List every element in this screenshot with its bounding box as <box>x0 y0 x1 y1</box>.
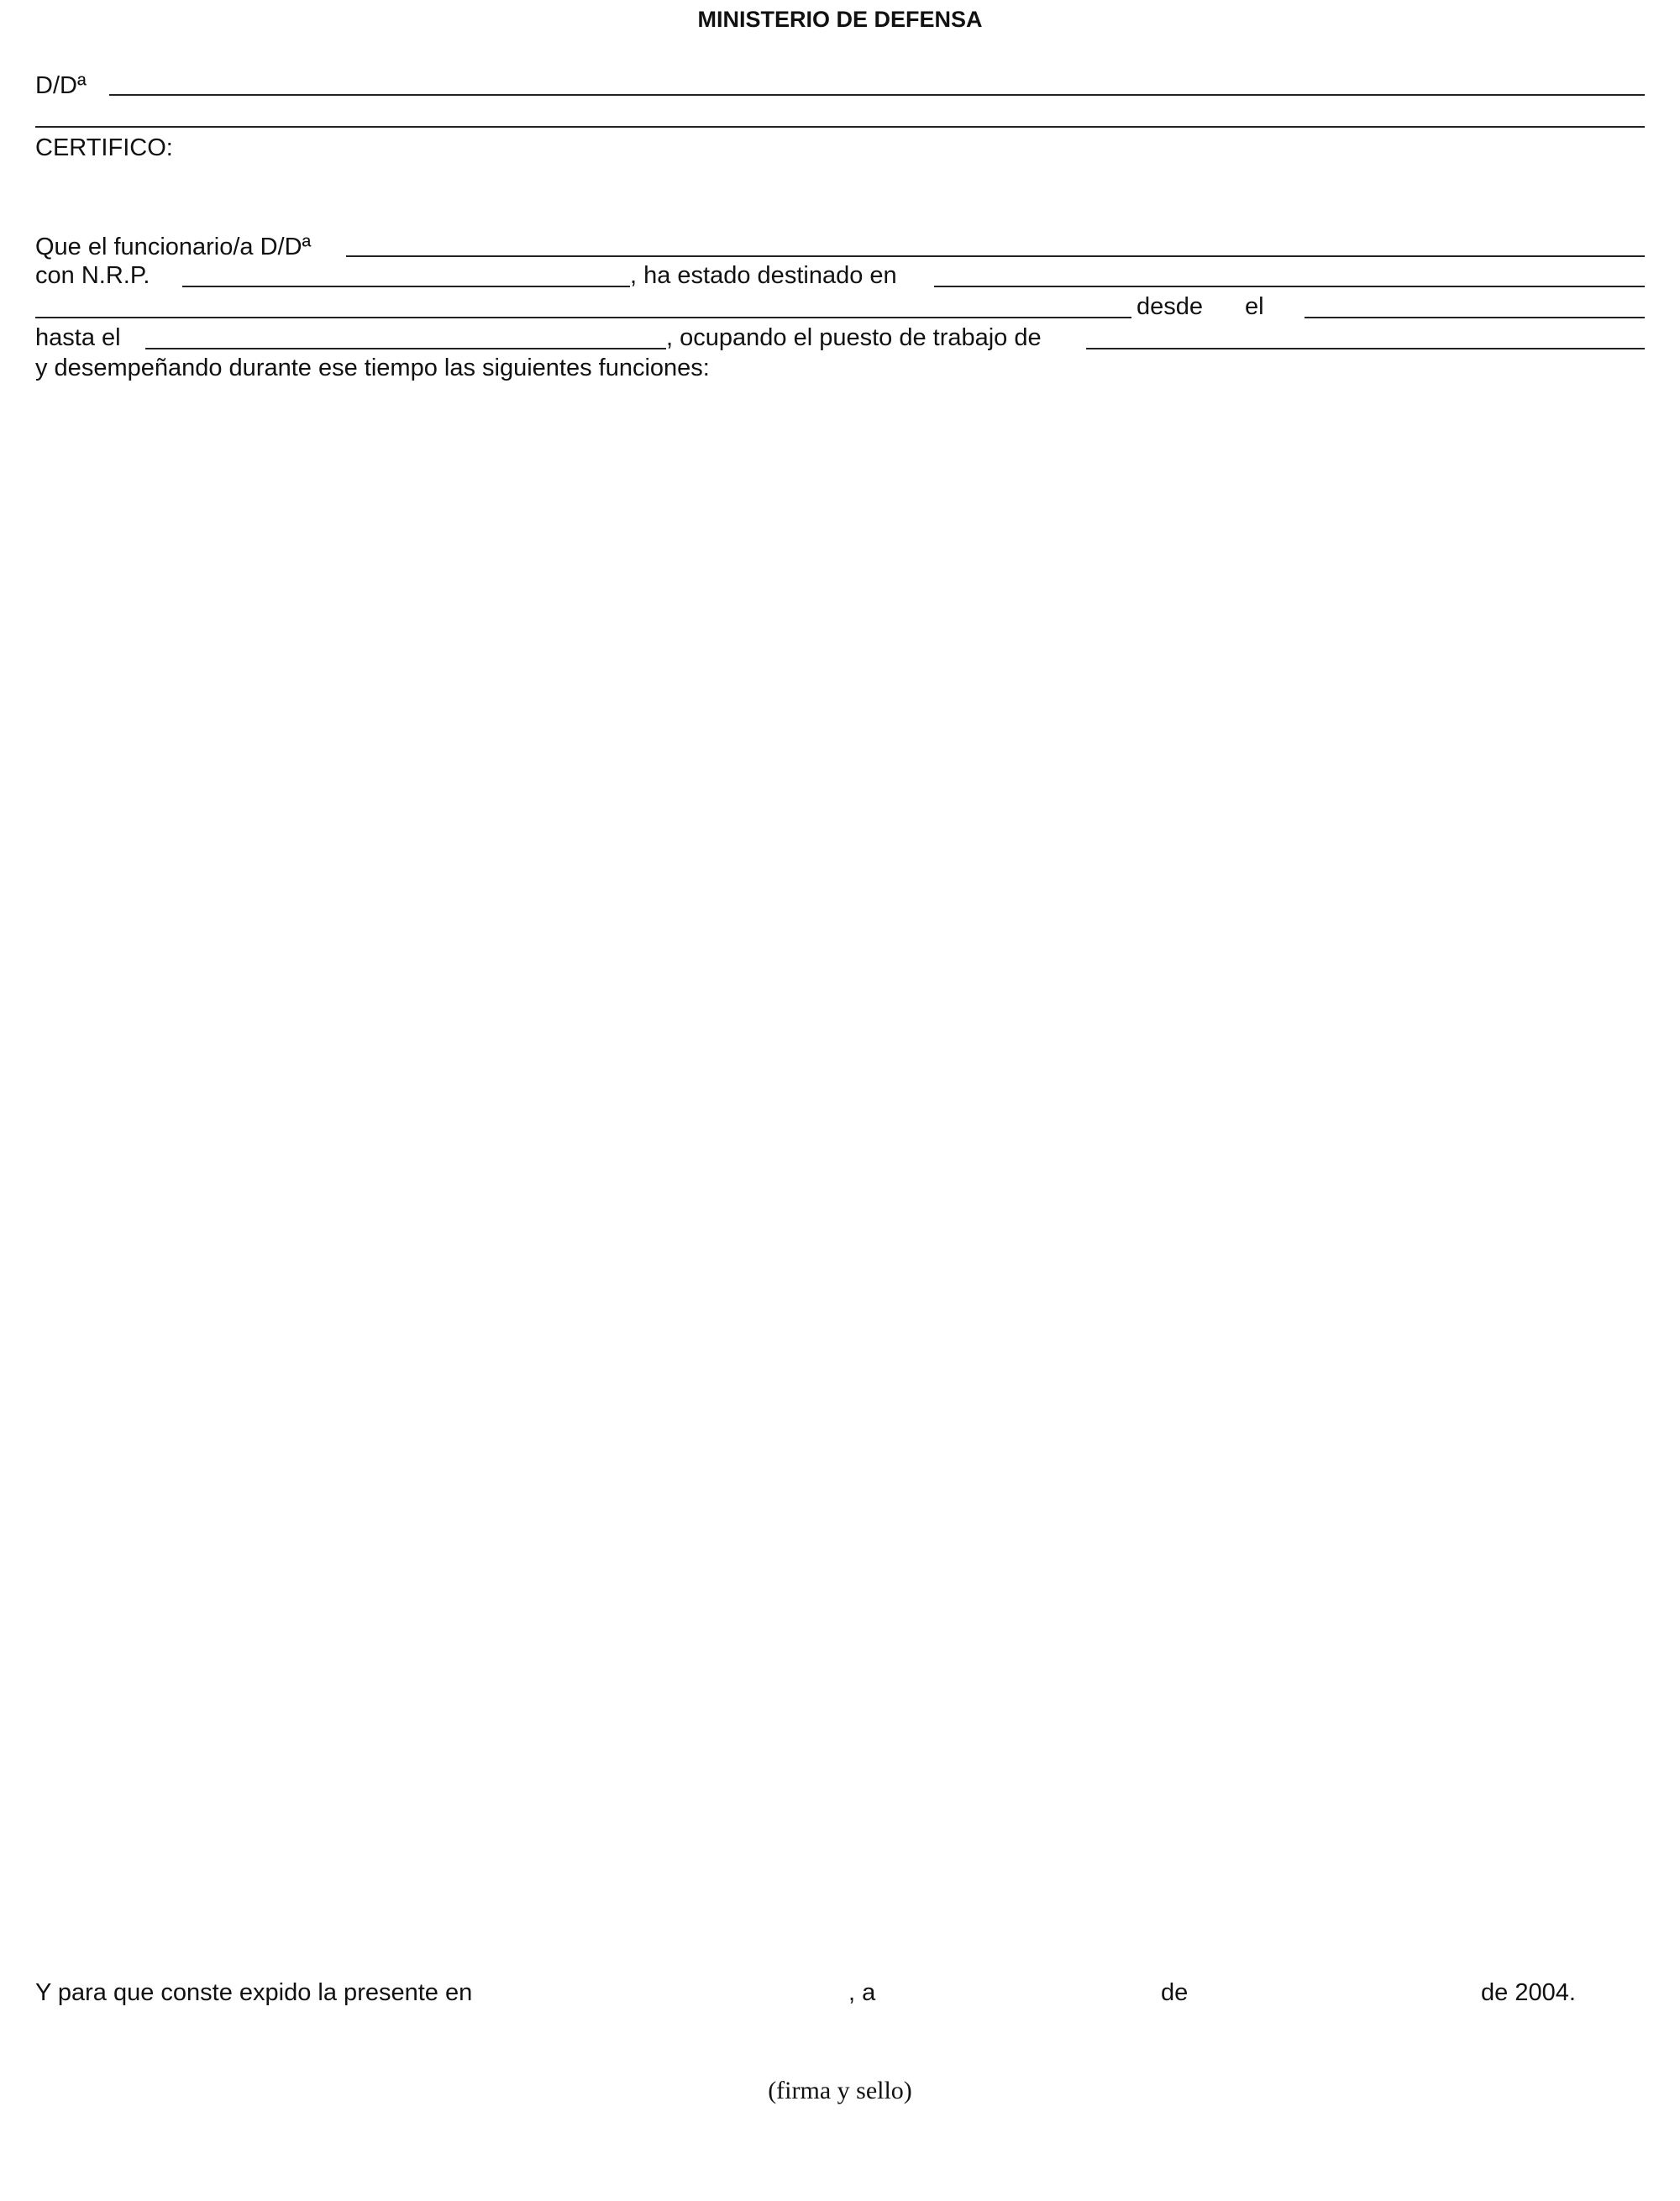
a-label: , a <box>848 1979 876 2006</box>
nrp-label: con N.R.P. <box>35 262 150 289</box>
desde-date-line[interactable] <box>1305 317 1645 318</box>
destino-line[interactable] <box>934 286 1645 287</box>
funcionario-name-line[interactable] <box>346 255 1645 257</box>
year-label: de 2004. <box>1481 1979 1576 2006</box>
certifico-label: CERTIFICO: <box>35 134 173 161</box>
dd-name-line-2[interactable] <box>35 126 1645 128</box>
dd-name-line[interactable] <box>109 94 1645 96</box>
funciones-label: y desempeñando durante ese tiempo las siguientes funciones: <box>35 355 710 381</box>
expido-label: Y para que conste expido la presente en <box>35 1979 473 2006</box>
nrp-line[interactable] <box>182 286 630 287</box>
funcionario-label: Que el funcionario/a D/Dª <box>35 234 312 260</box>
firma-sello: (firma y sello) <box>768 2077 912 2104</box>
destinado-label: , ha estado destinado en <box>630 262 897 289</box>
puesto-label: , ocupando el puesto de trabajo de <box>666 324 1042 351</box>
desde-label: desde <box>1137 293 1204 320</box>
el-label: el <box>1245 293 1264 320</box>
destino-line-2[interactable] <box>35 317 1131 318</box>
puesto-line[interactable] <box>1086 348 1645 349</box>
ministry-title: MINISTERIO DE DEFENSA <box>697 7 983 32</box>
de-label: de <box>1161 1979 1189 2006</box>
hasta-label: hasta el <box>35 324 121 351</box>
dd-label: D/Dª <box>35 72 87 99</box>
hasta-date-line[interactable] <box>145 348 666 349</box>
